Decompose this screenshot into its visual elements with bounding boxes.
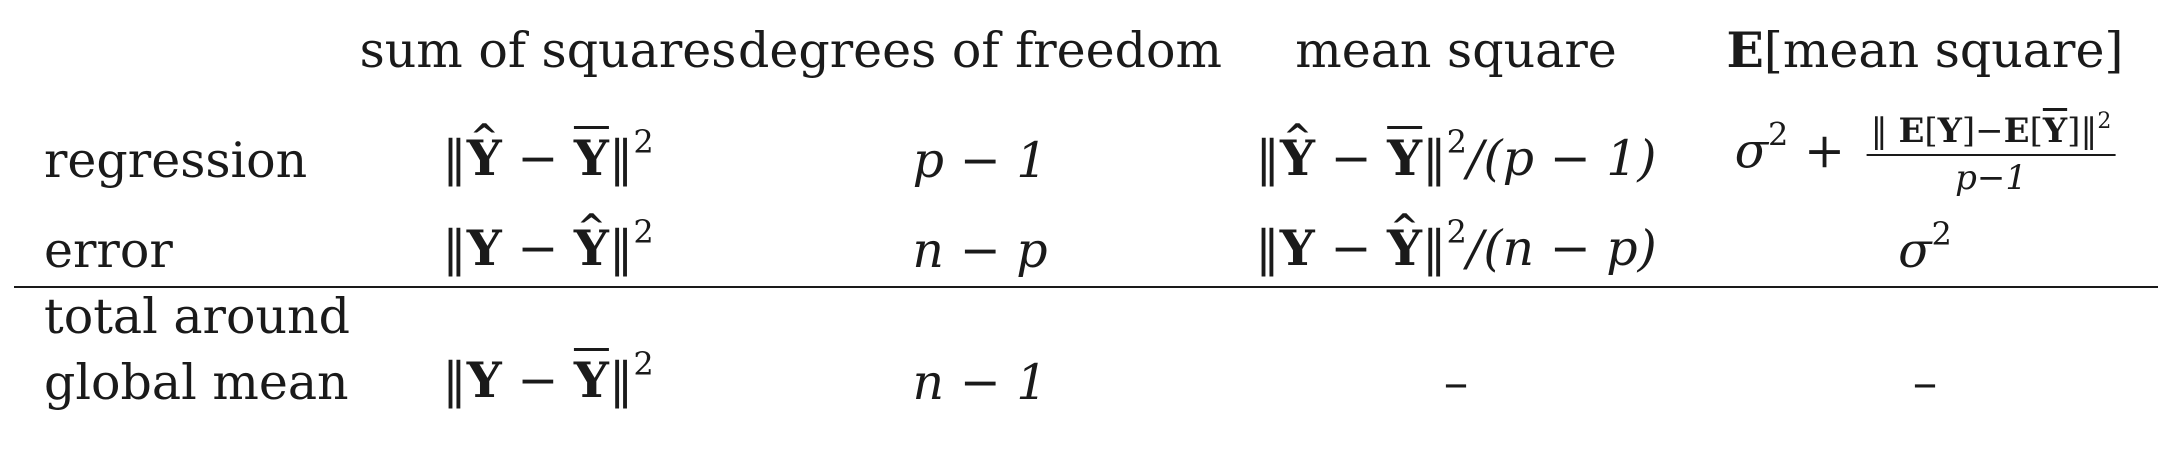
row-label-total-line1: total around bbox=[44, 288, 350, 345]
header-mean-square: mean square bbox=[1295, 22, 1617, 79]
total-mean-square: – bbox=[1443, 354, 1469, 411]
error-mean-square: ‖Y − Y ^‖$^2$/(n − p) bbox=[1255, 224, 1656, 273]
expected-mean-square-text: [mean square] bbox=[1763, 22, 2124, 79]
regression-df: p − 1 bbox=[912, 132, 1048, 189]
total-expected-mean-square: – bbox=[1912, 354, 1938, 411]
row-label-regression: regression bbox=[44, 132, 308, 189]
expectation-symbol: E bbox=[1726, 21, 1764, 79]
error-df: n − p bbox=[912, 222, 1048, 279]
total-df: n − 1 bbox=[912, 354, 1048, 411]
regression-sum-of-squares: ‖Y ^ − $\overline{Y}‖^2$ bbox=[442, 134, 654, 183]
expected-fraction: $\frac{‖ E[Y]-E[\overline{Y}]‖^2}{p-1}$ bbox=[1867, 112, 2116, 198]
regression-mean-square: ‖Y ^ − $\overline{Y}‖^2/(p - 1)$ bbox=[1255, 134, 1656, 183]
header-sum-of-squares: sum of squares bbox=[359, 22, 737, 79]
error-sum-of-squares: ‖Y − Y ^‖$^2$ bbox=[442, 224, 654, 273]
regression-expected-mean-square: $\sigma^2$ + $\frac{‖ E[Y]-E[\overline{Y}]‖^2}{p-1}$ bbox=[1735, 112, 2116, 198]
row-label-total-line2: global mean bbox=[44, 354, 349, 411]
total-sum-of-squares: ‖Y − $\overline{Y}‖^2$ bbox=[442, 345, 654, 409]
header-degrees-of-freedom: degrees of freedom bbox=[738, 22, 1222, 79]
header-expected-mean-square bbox=[1726, 21, 2124, 79]
row-label-error: error bbox=[44, 222, 173, 279]
error-expected-mean-square: $\sigma^2$ bbox=[1898, 215, 1952, 279]
